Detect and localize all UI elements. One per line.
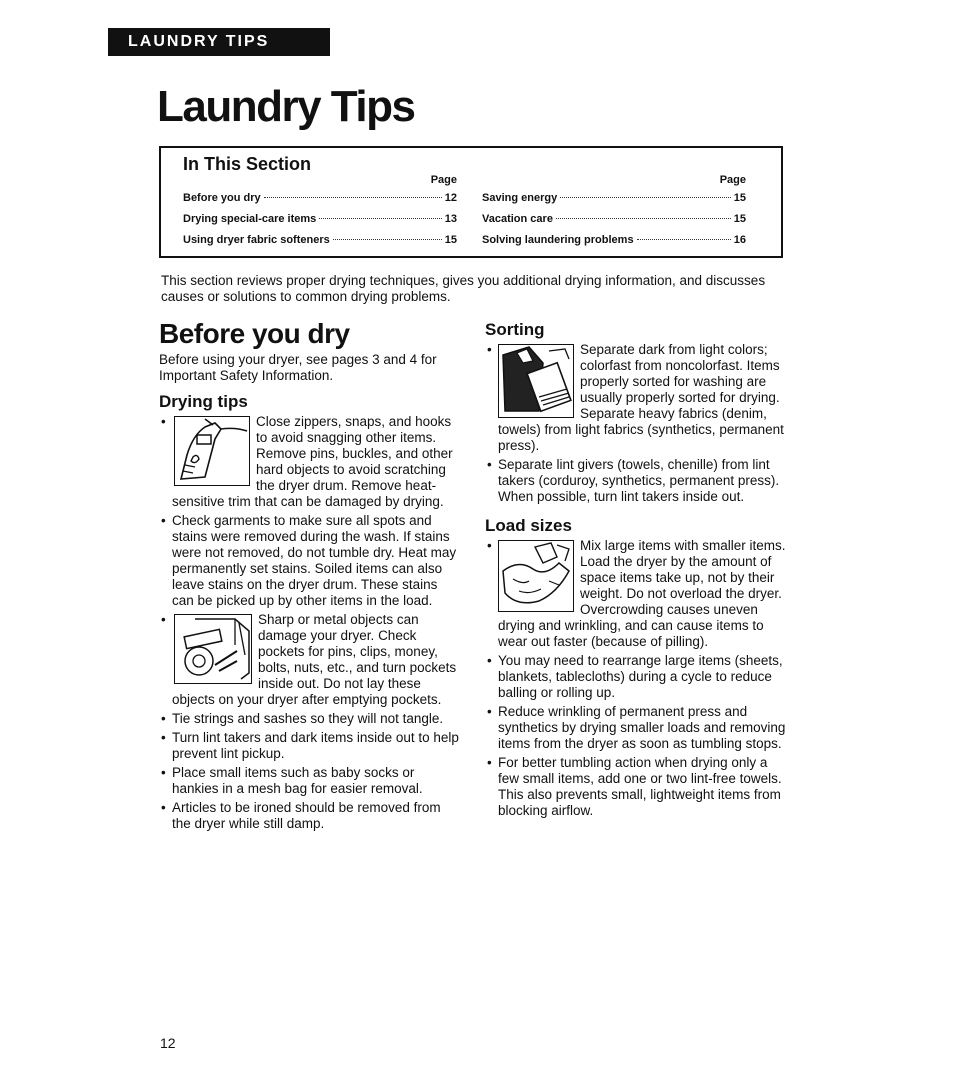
section-banner: LAUNDRY TIPS	[108, 28, 330, 56]
list-item	[159, 414, 459, 510]
list-item-text: For better tumbling action when drying only a few small items, add one or two lint-free towels. This also prevents small, lightweight items from blocking airflow.	[498, 755, 782, 818]
list-item-text: Articles to be ironed should be removed from the dryer while still damp.	[172, 800, 441, 831]
left-column	[159, 318, 459, 835]
toc-page-label: Page	[719, 174, 746, 186]
toc-entry-label: Vacation care	[482, 213, 553, 225]
list-item	[159, 711, 459, 727]
toc-leader	[556, 218, 731, 219]
before-you-dry-heading: Before you dry	[159, 318, 350, 349]
toc-leader	[333, 239, 442, 240]
toc-entry-label: Solving laundering problems	[482, 234, 634, 246]
toc-heading: In This Section	[183, 154, 312, 174]
list-item	[485, 342, 790, 454]
list-item-text: Sharp or metal objects can damage your dryer. Check pockets for pins, clips, money, bolts, nuts, etc., and turn pockets inside out. Do not lay these objects on your dryer after emptying pockets.	[172, 612, 457, 707]
sorted-clothes-illustration	[498, 344, 574, 418]
list-item	[159, 612, 459, 708]
toc-entry-label: Before you dry	[183, 192, 261, 204]
list-item	[485, 653, 790, 701]
mixed-load-illustration	[498, 540, 574, 612]
toc-leader	[637, 239, 731, 240]
before-you-dry-text: Before using your dryer, see pages 3 and 4 for Important Safety Information.	[159, 352, 437, 383]
list-item	[485, 457, 790, 505]
toc-box	[159, 146, 783, 258]
list-item	[485, 538, 790, 650]
list-item-text: Place small items such as baby socks or hankies in a mesh bag for easier removal.	[172, 765, 423, 796]
toc-entry-label: Drying special-care items	[183, 213, 317, 225]
zipper-garment-illustration	[174, 416, 250, 486]
list-item	[159, 765, 459, 797]
list-item	[159, 513, 459, 609]
list-item	[159, 730, 459, 762]
load-sizes-heading: Load sizes	[485, 516, 572, 535]
toc-entry[interactable]	[482, 209, 746, 230]
page-number: 12	[160, 1035, 176, 1051]
list-item	[485, 704, 790, 752]
sorting-heading: Sorting	[485, 320, 545, 339]
toc-entry-label: Using dryer fabric softeners	[183, 234, 330, 246]
list-item-text: Separate lint givers (towels, chenille) from lint takers (corduroy, synthetics, permanent press). When possible, turn lint takers inside out.	[498, 457, 780, 504]
toc-entry[interactable]	[183, 230, 457, 251]
toc-entry-page: 15	[444, 234, 457, 246]
list-item-text: Separate dark from light colors; colorfast from noncolorfast. Items properly sorted for washing are usually properly sorted for drying. Separate heavy fabrics (denim, towels) from light fabrics (synthetics, permanent press).	[498, 342, 784, 453]
toc-entry[interactable]	[482, 230, 746, 251]
drying-tips-heading: Drying tips	[159, 392, 248, 411]
pocket-objects-illustration	[174, 614, 252, 684]
toc-entry-page: 12	[444, 192, 457, 204]
list-item-text: Close zippers, snaps, and hooks to avoid snagging other items. Remove pins, buckles, and other hard objects to avoid scratching the dryer drum. Remove heat-sensitive trim that can be damaged by drying.	[172, 414, 453, 509]
toc-entry-page: 15	[733, 192, 746, 204]
toc-right-column	[482, 172, 746, 251]
toc-leader	[264, 197, 442, 198]
intro-paragraph: This section reviews proper drying techniques, gives you additional drying information, and discusses causes or solutions to common drying problems.	[161, 273, 766, 304]
load-sizes-list	[485, 538, 790, 819]
list-item-text: Check garments to make sure all spots and stains were removed during the wash. If stains were not removed, do not tumble dry. Heat may permanently set stains. Soiled items can also leave stains on the dryer drum. These stains can be picked up by other items in the load.	[172, 513, 457, 608]
page-title: Laundry Tips	[157, 82, 415, 131]
right-column	[485, 320, 790, 822]
list-item-text: Reduce wrinkling of permanent press and synthetics by drying smaller loads and removing items from the dryer as soon as tumbling stops.	[498, 704, 786, 751]
toc-leader	[560, 197, 731, 198]
list-item	[485, 755, 790, 819]
list-item-text: Mix large items with smaller items. Load the dryer by the amount of space items take up, not by their weight. Do not overload the dryer. Overcrowding causes uneven drying and wrinkling, and can cause items to wear out faster (because of pilling).	[498, 538, 786, 649]
toc-entry-page: 15	[733, 213, 746, 225]
toc-entry-label: Saving energy	[482, 192, 558, 204]
toc-leader	[319, 218, 441, 219]
list-item-text: You may need to rearrange large items (sheets, blankets, tablecloths) during a cycle to reduce balling or rolling up.	[498, 653, 783, 700]
toc-page-label: Page	[430, 174, 457, 186]
toc-entry-page: 16	[733, 234, 746, 246]
drying-tips-list	[159, 414, 459, 832]
toc-entry-page: 13	[444, 213, 457, 225]
toc-entry[interactable]	[183, 188, 457, 209]
list-item-text: Turn lint takers and dark items inside out to help prevent lint pickup.	[172, 730, 459, 761]
sorting-list	[485, 342, 790, 505]
toc-entry[interactable]	[482, 188, 746, 209]
list-item	[159, 800, 459, 832]
list-item-text: Tie strings and sashes so they will not tangle.	[172, 711, 444, 726]
toc-left-column	[183, 172, 457, 251]
toc-entry[interactable]	[183, 209, 457, 230]
